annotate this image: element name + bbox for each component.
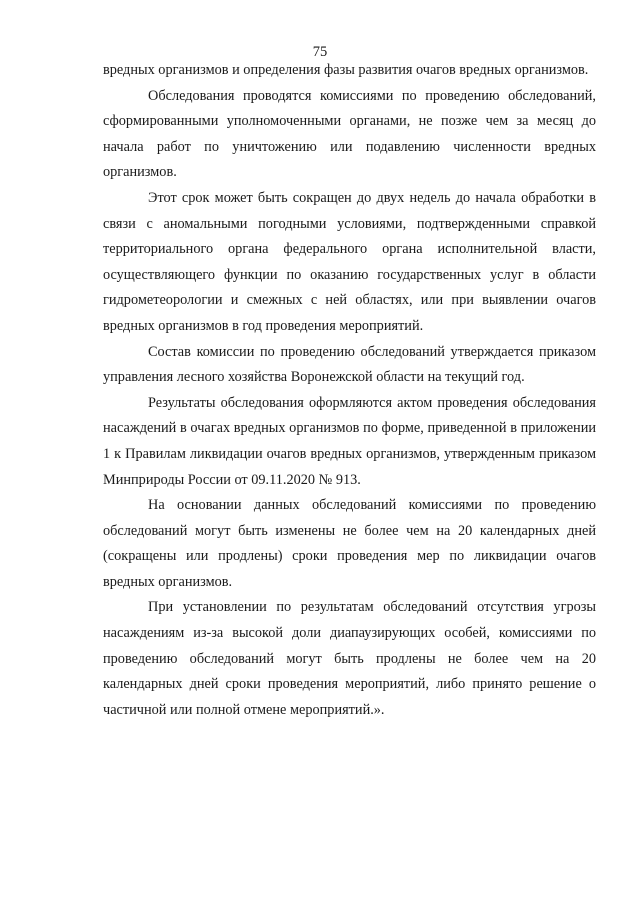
paragraph-term-changes: На основании данных обследований комиссиями по проведению обследований могут быть изменены не более чем на 20 календарных дней (сокращены или продлены) сроки проведения мер по ликвидации очагов вредных организмов. — [103, 497, 596, 590]
page-number: 75 — [312, 44, 328, 60]
paragraph-extension-or-cancellation: При установлении по результатам обследований отсутствия угрозы насаждениям из-за высокой доли диапаузирующих особей, комиссиями по проведению обследований могут быть продлены не более чем на 20 календарных дней сроки проведения мероприятий, либо принято решение о частичной или полной отмене мероприятий.». — [103, 599, 596, 718]
paragraph-term-reduction: Этот срок может быть сокращен до двух недель до начала обработки в связи с аномальными погодными условиями, подтвержденными справкой территориального органа федерального органа исполнительной власти, осуществляющего функции по оказанию государственных услуг в области гидрометеорологии и смежных с ней областях, или при выявлении очагов вредных организмов в год проведения мероприятий. — [103, 189, 596, 334]
document-body — [103, 58, 596, 723]
paragraph-continuation: вредных организмов и определения фазы развития очагов вредных организмов. — [103, 62, 589, 78]
paragraph-surveys-by-commissions: Обследования проводятся комиссиями по проведению обследований, сформированными уполномоченными органами, не позже чем за месяц до начала работ по уничтожению или подавлению численности вредных организмов. — [103, 87, 596, 181]
paragraph-survey-results: Результаты обследования оформляются актом проведения обследования насаждений в очагах вредных организмов по форме, приведенной в приложении 1 к Правилам ликвидации очагов вредных организмов, утвержденным приказом Минприроды России от 09.11.2020 № 913. — [103, 394, 596, 488]
paragraph-commission-composition: Состав комиссии по проведению обследований утверждается приказом управления лесного хозяйства Воронежской области на текущий год. — [103, 343, 596, 386]
